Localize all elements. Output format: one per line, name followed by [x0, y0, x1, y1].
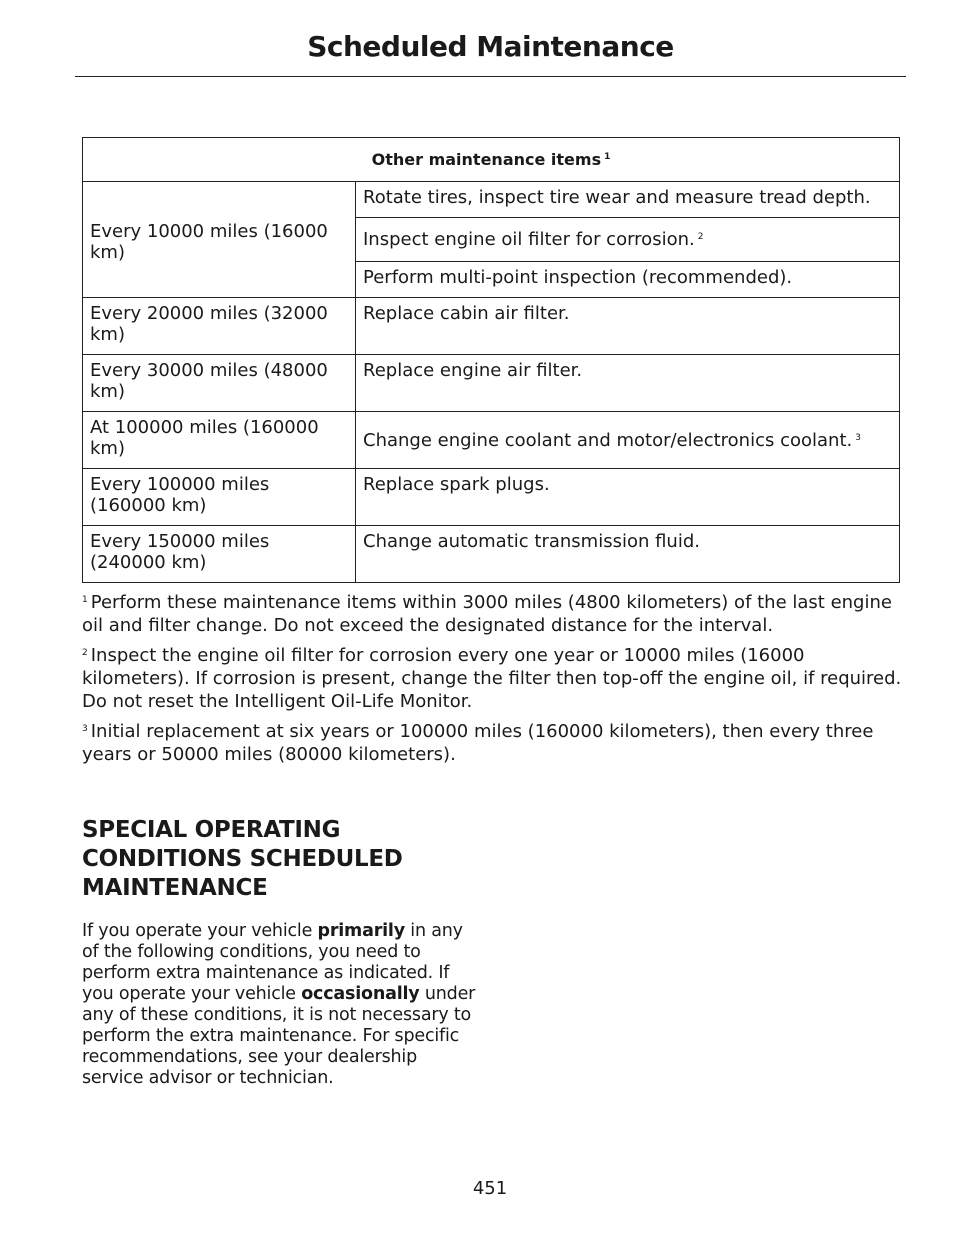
footnotes: [82, 591, 902, 773]
footnote: [82, 591, 902, 637]
footnote-ref: 1: [604, 152, 611, 162]
action-text: Change engine coolant and motor/electronics coolant.: [363, 429, 853, 451]
table-row: [83, 182, 900, 218]
page-header: [75, 22, 906, 77]
footnote-ref: 3: [855, 432, 861, 443]
action-text: Replace engine air filter.: [363, 360, 583, 381]
action-text: Change automatic transmission fluid.: [363, 531, 700, 552]
action-cell: [356, 355, 900, 412]
footnote-text: Perform these maintenance items within 3000 miles (4800 kilometers) of the last engine oil and filter change. Do not exceed the designated distance for the interval.: [82, 592, 892, 636]
action-text: Replace cabin air filter.: [363, 303, 570, 324]
action-cell: [356, 298, 900, 355]
maintenance-table: [82, 137, 900, 583]
action-text: Replace spark plugs.: [363, 474, 550, 495]
action-cell: [356, 262, 900, 298]
action-text: Inspect engine oil filter for corrosion.: [363, 229, 695, 250]
table-row: [83, 412, 900, 469]
paragraph-text: If you operate your vehicle: [82, 921, 318, 941]
table-heading-label: Other maintenance items: [371, 150, 602, 169]
table-row: [83, 526, 900, 583]
interval-cell: At 100000 miles (160000 km): [83, 412, 356, 469]
interval-cell: Every 100000 miles (160000 km): [83, 469, 356, 526]
action-cell: [356, 526, 900, 583]
footnote-marker: 2: [82, 648, 88, 658]
table-row: [83, 355, 900, 412]
page-number: 451: [472, 1178, 508, 1199]
footnote: [82, 644, 902, 713]
footnote-marker: 3: [82, 724, 88, 734]
footnote-text: Inspect the engine oil filter for corrosion every one year or 10000 miles (16000 kilometers). If corrosion is present, change the filter then top-off the engine oil, if required. Do not reset the Intelligent Oil-Life Monitor.: [82, 645, 902, 712]
action-cell: [356, 218, 900, 262]
interval-cell: Every 150000 miles (240000 km): [83, 526, 356, 583]
footnote-text: Initial replacement at six years or 100000 miles (160000 kilometers), then every three years or 50000 miles (80000 kilometers).: [82, 721, 874, 765]
action-cell: [356, 182, 900, 218]
section-heading: SPECIAL OPERATING CONDITIONS SCHEDULED MAINTENANCE: [82, 817, 403, 901]
section-paragraph: [82, 921, 477, 1089]
emphasis-occasionally: occasionally: [301, 984, 420, 1004]
action-text: Rotate tires, inspect tire wear and measure tread depth.: [363, 187, 871, 208]
table-header-row: [83, 138, 900, 182]
paragraph-text: in any of the following conditions, you need to perform extra maintenance as indicated. If you operate your vehicle: [82, 921, 463, 1004]
emphasis-primarily: primarily: [317, 921, 405, 941]
footnote-ref: 2: [697, 232, 704, 242]
paragraph-text: under any of these conditions, it is not necessary to perform the extra maintenance. For specific recommendations, see your dealership service advisor or technician.: [82, 984, 476, 1088]
interval-cell: Every 20000 miles (32000 km): [83, 298, 356, 355]
interval-cell: Every 10000 miles (16000 km): [83, 182, 356, 298]
table-row: [83, 469, 900, 526]
action-text: Perform multi-point inspection (recommended).: [363, 267, 793, 288]
footnote: [82, 720, 902, 766]
action-cell: [356, 412, 900, 469]
footnote-marker: 1: [82, 595, 88, 605]
page-title: Scheduled Maintenance: [307, 30, 674, 63]
table-row: [83, 298, 900, 355]
table-heading: [83, 138, 900, 182]
action-cell: [356, 469, 900, 526]
interval-cell: Every 30000 miles (48000 km): [83, 355, 356, 412]
